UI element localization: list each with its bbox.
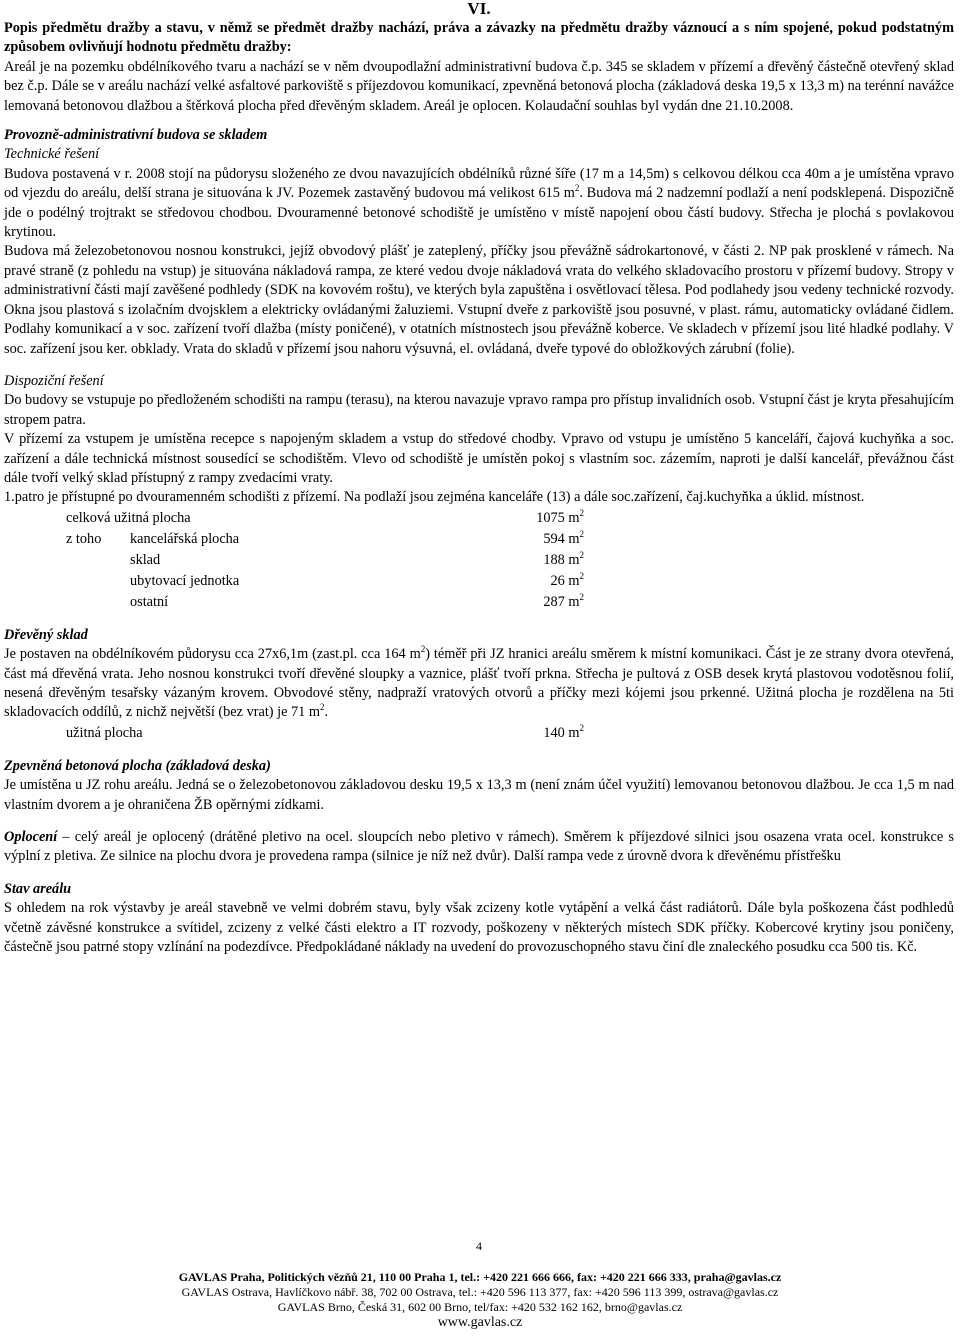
wood-area-table — [66, 723, 584, 744]
disp-paragraph-2: V přízemí za vstupem je umístěna recepce s napojeným skladem a vstup do středové chodby. Vpravo od vstupu je umístěno 5 kanceláří, čajová kuchyňka a soc. zařízení a dále technická místnost sousedící se schodištěm. Vlevo od schodiště je umístěn pokoj s vlastním soc. zázemím, naproti je další kancelář, převážnou část dále tvoří velký sklad přístupný z rampy zvedacími vraty. — [4, 431, 954, 486]
wood-area-row: užitná plocha 140 $m^2$ — [66, 723, 584, 741]
footer — [0, 1270, 960, 1331]
slab-paragraph: Je umístěna u JZ rohu areálu. Jedná se o železobetonovou základovou desku 19,5 x 13,3 m (není znám účel využití) lemovanou betonovou dlažbou. Je cca 1,5 m nad vlastním dvorem a je ohraničena ŽB opěrnými zídkami. — [4, 777, 954, 813]
area-table — [66, 508, 584, 613]
slab-title: Zpevněná betonová plocha (základová deska) — [4, 757, 271, 774]
document-page — [4, 0, 954, 957]
fence-paragraph: Oplocení – celý areál je oplocený (drátěné pletivo na ocel. sloupcích nebo pletivo v rámech). Směrem k příjezdové silnici jsou osazena vrata ocel. konstrukce s výplní z pletiva. Ze silnice na plochu dvora je provedena rampa (silnice je níž než dvůr). Další rampa vede z úrovně dvora k dřevěnému přístřešku — [4, 829, 954, 865]
section-heading: VI. — [467, 0, 491, 18]
footer-website-link[interactable]: www.gavlas.cz — [437, 1315, 523, 1330]
area-total-row: celková užitná plocha 1075 $m^2$ — [66, 507, 584, 526]
footer-line-praha: GAVLAS Praha, Politických vězňů 21, 110 00 Praha 1, tel.: +420 221 666 666, fax: +420 221 666 333, praha@gavlas.cz — [178, 1270, 782, 1284]
area-row: ubytovací jednotka 26 $m^2$ — [130, 570, 584, 589]
wood-paragraph: Je postaven na obdélníkovém půdorysu cca 27x6,1m (zast.pl. cca 164 $m^2$) téměř při JZ hranici areálu směrem k místní komunikaci. Část je ze strany dvora otevřená, část má dřevěná vrata. Jeho nosnou konstrukci tvoří dřevěné sloupky a vaznice, plášť tvoří prkna. Střecha je pultová z OSB desek krytá plastovou vodotěsnou folií, nesená dřevěným tesařsky vázaným krovem. Obvodové stěny, nadpraží vratových otvorů a příčky mezi kójemi jsou prkenné. Užitná plocha je rozdělena na 5ti skladovacích oddílů, z nichž největší (bez vrat) je 71 $m^2$. — [4, 644, 954, 721]
state-paragraph: S ohledem na rok výstavby je areál stavebně ve velmi dobrém stavu, byly však zcizeny kotle vytápění a velká část radiátorů. Dále byla poškozena část podhledů včetně závěsné konstrukce a svítidel, zcizeny z velké části elektro a IT rozvody, poškozeny v některých místech SDK příčky. Kobercové krytiny jsou poničeny, částečně jsou patrné stopy vzlínání na podezdívce. Předpokládané náklady na uvedení do provozuschopného stavu činí dle znaleckého posudku cca 500 tis. Kč. — [4, 900, 954, 956]
area-row: z toho kancelářská plocha 594 $m^2$ — [66, 528, 584, 547]
intro-text: Areál je na pozemku obdélníkového tvaru a nachází se v něm dvoupodlažní administrativní budova č.p. 345 se skladem v přízemí a dřevěný částečně otevřený sklad bez č.p. Dále se v areálu nachází velké asfaltové parkoviště s příjezdovou komunikací, zpevněná betonová plocha (základová deska 19,5 x 13,3 m) na terénní navážce lemovaná betonovou dlažbou a štěrková plocha před dřevěným skladem. Areál je oplocen. Kolaudační souhlas byl vydán dne 21.10.2008. — [4, 58, 954, 114]
area-row: ostatní 287 $m^2$ — [130, 591, 584, 610]
footer-line-ostrava: GAVLAS Ostrava, Havlíčkovo nábř. 38, 702 00 Ostrava, tel.: +420 596 113 377, fax: +420 596 113 399, ostrava@gavlas.cz — [181, 1285, 779, 1299]
tech-title: Technické řešení — [4, 146, 100, 163]
intro-title: Popis předmětu dražby a stavu, v němž se předmět dražby nachází, práva a závazky na předmětu dražby váznoucí a s ním spojené, pokud podstatným způsobem ovlivňují hodnotu předmětu dražby: — [4, 20, 954, 56]
disp-paragraph-1: Do budovy se vstupuje po předloženém schodišti na rampu (terasu), na kterou navazuje vpravo rampa pro přístup invalidních osob. Vstupní část je kryta přesahujícím stropem patra. — [4, 392, 954, 428]
disp-title: Dispoziční řešení — [4, 372, 104, 389]
building-title: Provozně-administrativní budova se skladem — [4, 127, 268, 144]
wood-title: Dřevěný sklad — [4, 626, 88, 643]
footer-line-brno: GAVLAS Brno, Česká 31, 602 00 Brno, tel/fax: +420 532 162 162, brno@gavlas.cz — [277, 1300, 683, 1314]
page-number: 4 — [476, 1239, 482, 1253]
state-title: Stav areálu — [4, 880, 72, 897]
disp-paragraph-3: 1.patro je přístupné po dvouramenném schodišti z přízemí. Na podlaží jsou zejména kanceláře (13) a dále soc.zařízení, čaj.kuchyňka a úklid. místnost. — [4, 489, 865, 506]
area-row: sklad 188 $m^2$ — [130, 549, 584, 568]
tech-paragraph-2: Budova má železobetonovou nosnou konstrukci, jejíž obvodový plášť je zateplený, příčky jsou převážně sádrokartonové, v části 2. NP pak prosklené v rámech. Na pravé straně (z pohledu na vstup) je situována nákladová rampa, ze které vedou dvoje nákladová vrata do velkého skladovacího prostoru v přízemí budovy. Stropy v administrativní části mají zavěšené podhledy (SDK na kovovém roštu), ve kterých byla zapuštěna i osvětlovací tělesa. Pod podlahedy jsou vedeny technické rozvody. Okna jsou plastová s izolačním dvojsklem a elektricky ovládanými žaluziemi. Vstupní dveře z parkoviště jsou posuvné, v plast. rámu, automaticky ovládané čidlem. Podlahy komunikací a v soc. zařízení tvoří dlažba (místy poničené), v otatních místnostech jsou převážně koberce. Ve skladech v přízemí jsou lité hladké podlahy. V soc. zařízení jsou ker. obklady. Vrata do skladů v přízemí jsou nahoru výsuvná, el. ovládaná, dveře typové do obložkových zárubní (folie). — [4, 243, 954, 357]
tech-paragraph-1: Budova postavená v r. 2008 stojí na půdorysu složeného ze dvou navazujících obdélníků různé šíře (17 m a 14,5m) s celkovou délkou cca 40m a je umístěna vpravo od vjezdu do areálu, delší strana je situována k JV. Pozemek zastavěný budovou má velikost 615 $m^2$. Budova má 2 nadzemní podlaží a není podsklepená. Dispozičně jde o podélný trojtrakt se středovou chodbou. Dvouramenné betonové schodiště je umístěno v místě napojení obou částí budovy. Střecha je plochá s povlakovou krytinou. — [4, 165, 954, 241]
